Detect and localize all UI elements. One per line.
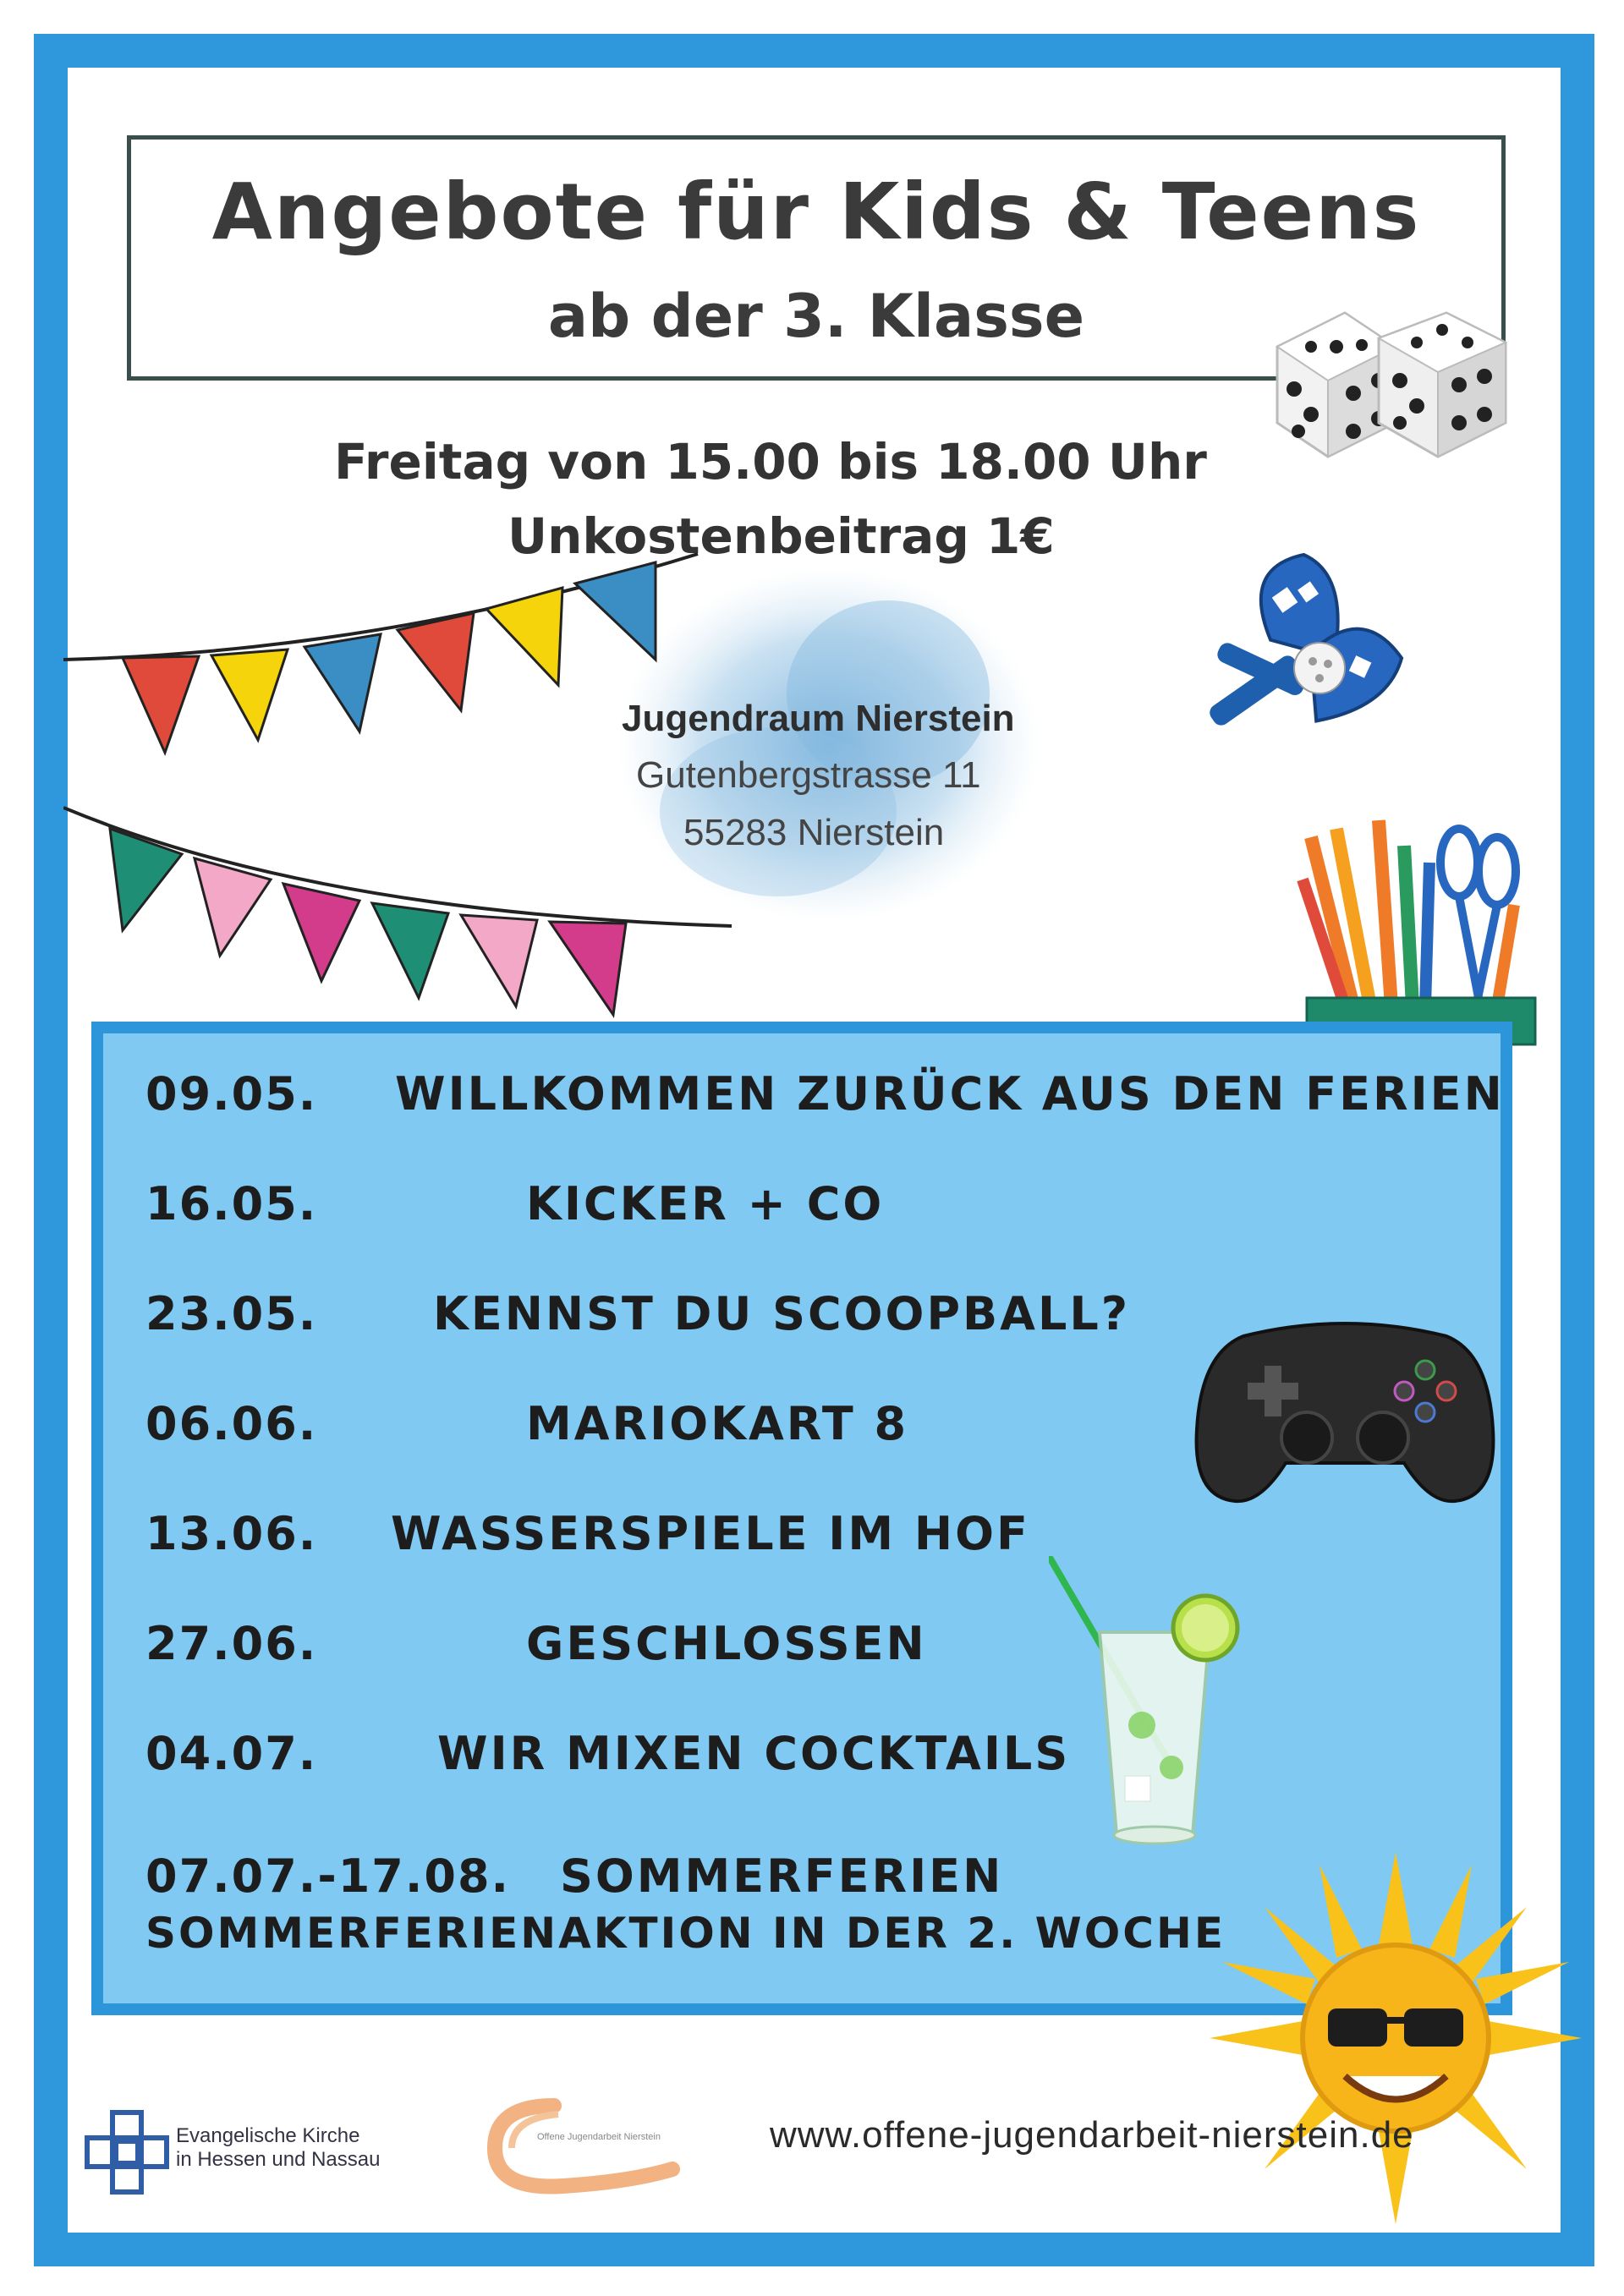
pencil-cup-icon (1286, 812, 1539, 1049)
sun-with-sunglasses-icon (1201, 1844, 1590, 2233)
dice-icon (1260, 296, 1514, 474)
opening-hours: Freitag von 15.00 bis 18.00 Uhr (334, 433, 1207, 490)
schedule-title: KENNST DU SCOOPBALL? (433, 1287, 1131, 1340)
game-controller-icon (1193, 1302, 1497, 1514)
schedule-date: 23.05. (145, 1287, 318, 1340)
bunting-flags-icon (63, 550, 706, 770)
poster-subtitle: ab der 3. Klasse (547, 282, 1085, 351)
schedule-title: WASSERSPIELE IM HOF (391, 1507, 1030, 1560)
schedule-date: 06.06. (145, 1397, 318, 1450)
jugendarbeit-logo (478, 2089, 706, 2199)
schedule-date: 09.05. (145, 1067, 318, 1121)
cocktail-icon (1049, 1556, 1260, 1852)
schedule-date: 27.06. (145, 1617, 318, 1670)
schedule-title: WILLKOMMEN ZURÜCK AUS DEN FERIEN (395, 1067, 1505, 1121)
fee-text: Unkostenbeitrag 1€ (508, 507, 1055, 565)
schedule-title: WIR MIXEN COCKTAILS (437, 1727, 1071, 1780)
schedule-date: 16.05. (145, 1177, 318, 1230)
schedule-title: SOMMERFERIEN (560, 1849, 1004, 1903)
schedule-date: 07.07.-17.08. (145, 1849, 511, 1903)
schedule-title: MARIOKART 8 (526, 1397, 909, 1450)
schedule-note: SOMMERFERIENAKTION IN DER 2. WOCHE (145, 1909, 1226, 1958)
ekhn-cross-logo (80, 2106, 173, 2199)
venue-street: Gutenbergstrasse 11 (636, 754, 981, 796)
website-link[interactable]: www.offene-jugendarbeit-nierstein.de (770, 2114, 1414, 2156)
bunting-flags-icon (63, 803, 740, 1032)
schedule-title: GESCHLOSSEN (526, 1617, 927, 1670)
poster-title: Angebote für Kids & Teens (211, 167, 1421, 257)
church-name (176, 2124, 380, 2172)
schedule-title: KICKER + CO (526, 1177, 885, 1230)
schedule-date: 04.07. (145, 1727, 318, 1780)
church-line2: in Hessen und Nassau (176, 2148, 381, 2171)
venue-city: 55283 Nierstein (683, 812, 945, 853)
scoopball-paddles-icon (1150, 524, 1421, 744)
church-line1: Evangelische Kirche (176, 2124, 360, 2147)
jugendarbeit-logo-text: Offene Jugendarbeit Nierstein (537, 2132, 661, 2142)
schedule-date: 13.06. (145, 1507, 318, 1560)
venue-name: Jugendraum Nierstein (622, 698, 1015, 739)
